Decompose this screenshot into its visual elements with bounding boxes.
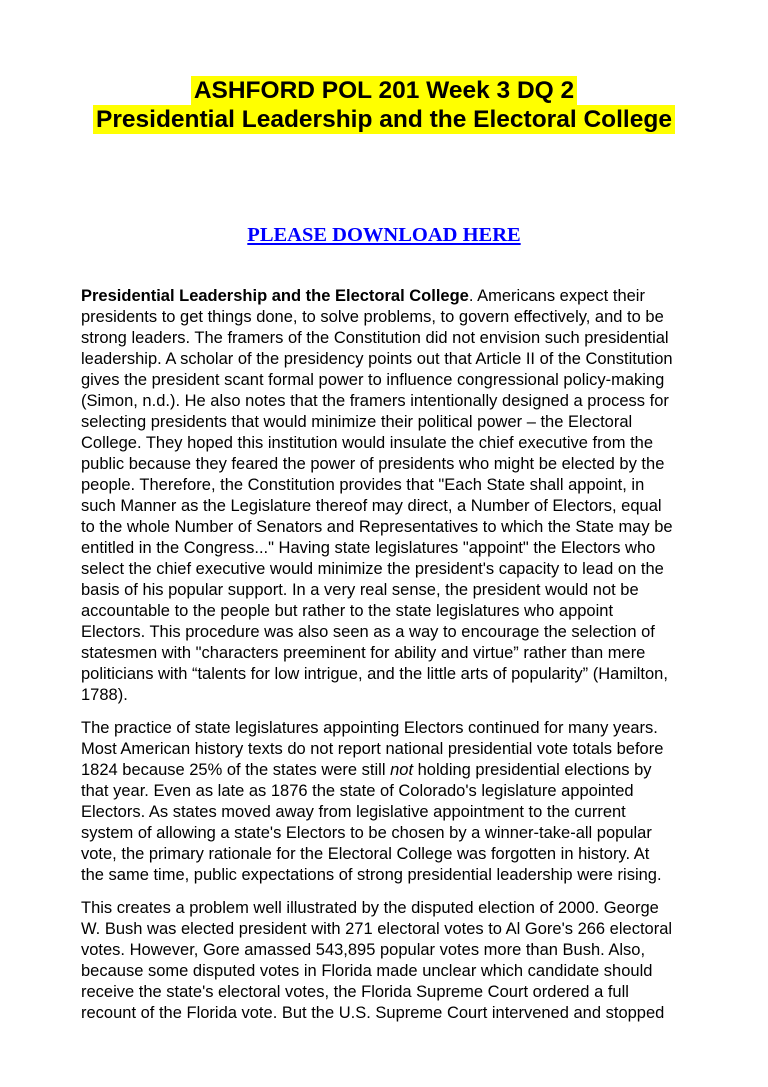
paragraph: [81, 286, 713, 706]
text-line: [81, 940, 713, 961]
line-text: votes. However, Gore amassed 543,895 popular votes more than Bush. Also,: [81, 941, 646, 959]
line-text: people. Therefore, the Constitution provides that "Each State shall appoint, in: [81, 476, 645, 494]
text-line: [81, 865, 713, 886]
line-text: such Manner as the Legislature thereof may direct, a Number of Electors, equal: [81, 497, 662, 515]
title-line-2: Presidential Leadership and the Electoral College: [93, 105, 675, 134]
bold-heading-text: Presidential Leadership and the Electoral College: [81, 287, 469, 305]
text-line: [81, 454, 713, 475]
text-line: [81, 781, 713, 802]
text-line: [81, 475, 713, 496]
body-text: [81, 286, 713, 1036]
line-text: that year. Even as late as 1876 the state of Colorado's legislature appointed: [81, 782, 634, 800]
line-text: Electors. As states moved away from legislative appointment to the current: [81, 803, 626, 821]
line-text: 1824 because 25% of the states were still: [81, 761, 391, 779]
text-line: [81, 739, 713, 760]
text-line: [81, 643, 713, 664]
text-line: [81, 433, 713, 454]
line-text: presidents to get things done, to solve problems, to govern effectively, and to be: [81, 308, 664, 326]
line-text: selecting presidents that would minimize their political power – the Electoral: [81, 413, 633, 431]
line-text: entitled in the Congress..." Having state legislatures "appoint" the Electors who: [81, 539, 656, 557]
text-line: [81, 919, 713, 940]
text-line: [81, 349, 713, 370]
line-text-after: holding presidential elections by: [413, 761, 652, 779]
line-text: The practice of state legislatures appointing Electors continued for many years.: [81, 719, 658, 737]
text-line: [81, 412, 713, 433]
text-line: [81, 307, 713, 328]
text-line: [81, 622, 713, 643]
line-text: public because they feared the power of presidents who might be elected by the: [81, 455, 665, 473]
text-line: [81, 1003, 713, 1024]
line-text: system of allowing a state's Electors to be chosen by a winner-take-all popular: [81, 824, 652, 842]
line-text: Electors. This procedure was also seen as a way to encourage the selection of: [81, 623, 655, 641]
text-line: [81, 580, 713, 601]
text-line: [81, 391, 713, 412]
download-link[interactable]: PLEASE DOWNLOAD HERE: [247, 224, 521, 246]
line-text: gives the president scant formal power to influence congressional policy-making: [81, 371, 665, 389]
line-text: politicians with “talents for low intrigue, and the little arts of popularity” (Hamilton,: [81, 665, 668, 683]
line-text: leadership. A scholar of the presidency points out that Article II of the Constitution: [81, 350, 673, 368]
line-text: strong leaders. The framers of the Constitution did not envision such presidential: [81, 329, 669, 347]
line-text: College. They hoped this institution would insulate the chief executive from the: [81, 434, 654, 452]
title-line-1: ASHFORD POL 201 Week 3 DQ 2: [191, 76, 577, 105]
line-text: recount of the Florida vote. But the U.S. Supreme Court intervened and stopped: [81, 1004, 665, 1022]
text-line: [81, 823, 713, 844]
line-text: accountable to the people but rather to the state legislatures who appoint: [81, 602, 614, 620]
document-title: [0, 76, 768, 134]
text-line: [81, 496, 713, 517]
line-text: vote, the primary rationale for the Electoral College was forgotten in history. At: [81, 845, 650, 863]
text-line: [81, 760, 713, 781]
download-section: [0, 224, 768, 247]
text-line: [81, 718, 713, 739]
text-line: [81, 601, 713, 622]
line-text: basis of his popular support. In a very real sense, the president would not be: [81, 581, 639, 599]
line-text: because some disputed votes in Florida made unclear which candidate should: [81, 962, 653, 980]
line-text: statesmen with "characters preeminent for ability and virtue” rather than mere: [81, 644, 646, 662]
text-line: [81, 802, 713, 823]
line-text: . Americans expect their: [468, 287, 645, 305]
line-text: This creates a problem well illustrated by the disputed election of 2000. George: [81, 899, 659, 917]
text-line: [81, 898, 713, 919]
line-text: W. Bush was elected president with 271 electoral votes to Al Gore's 266 electoral: [81, 920, 673, 938]
text-line: [81, 664, 713, 685]
line-text: Most American history texts do not report national presidential vote totals before: [81, 740, 664, 758]
text-line: [81, 370, 713, 391]
line-text: the same time, public expectations of strong presidential leadership were rising.: [81, 866, 662, 884]
text-line: [81, 517, 713, 538]
line-text: (Simon, n.d.). He also notes that the framers intentionally designed a process for: [81, 392, 669, 410]
text-line: [81, 961, 713, 982]
line-text: select the chief executive would minimize the president's capacity to lead on the: [81, 560, 664, 578]
paragraph: [81, 898, 713, 1024]
text-line: [81, 559, 713, 580]
italic-text: not: [390, 761, 414, 779]
text-line: [81, 982, 713, 1003]
text-line: [81, 286, 713, 307]
text-line: [81, 685, 713, 706]
line-text: receive the state's electoral votes, the Florida Supreme Court ordered a full: [81, 983, 629, 1001]
text-line: [81, 844, 713, 865]
line-text: 1788).: [81, 686, 128, 704]
text-line: [81, 328, 713, 349]
paragraph: [81, 718, 713, 886]
line-text: to the whole Number of Senators and Representatives to which the State may be: [81, 518, 673, 536]
text-line: [81, 538, 713, 559]
